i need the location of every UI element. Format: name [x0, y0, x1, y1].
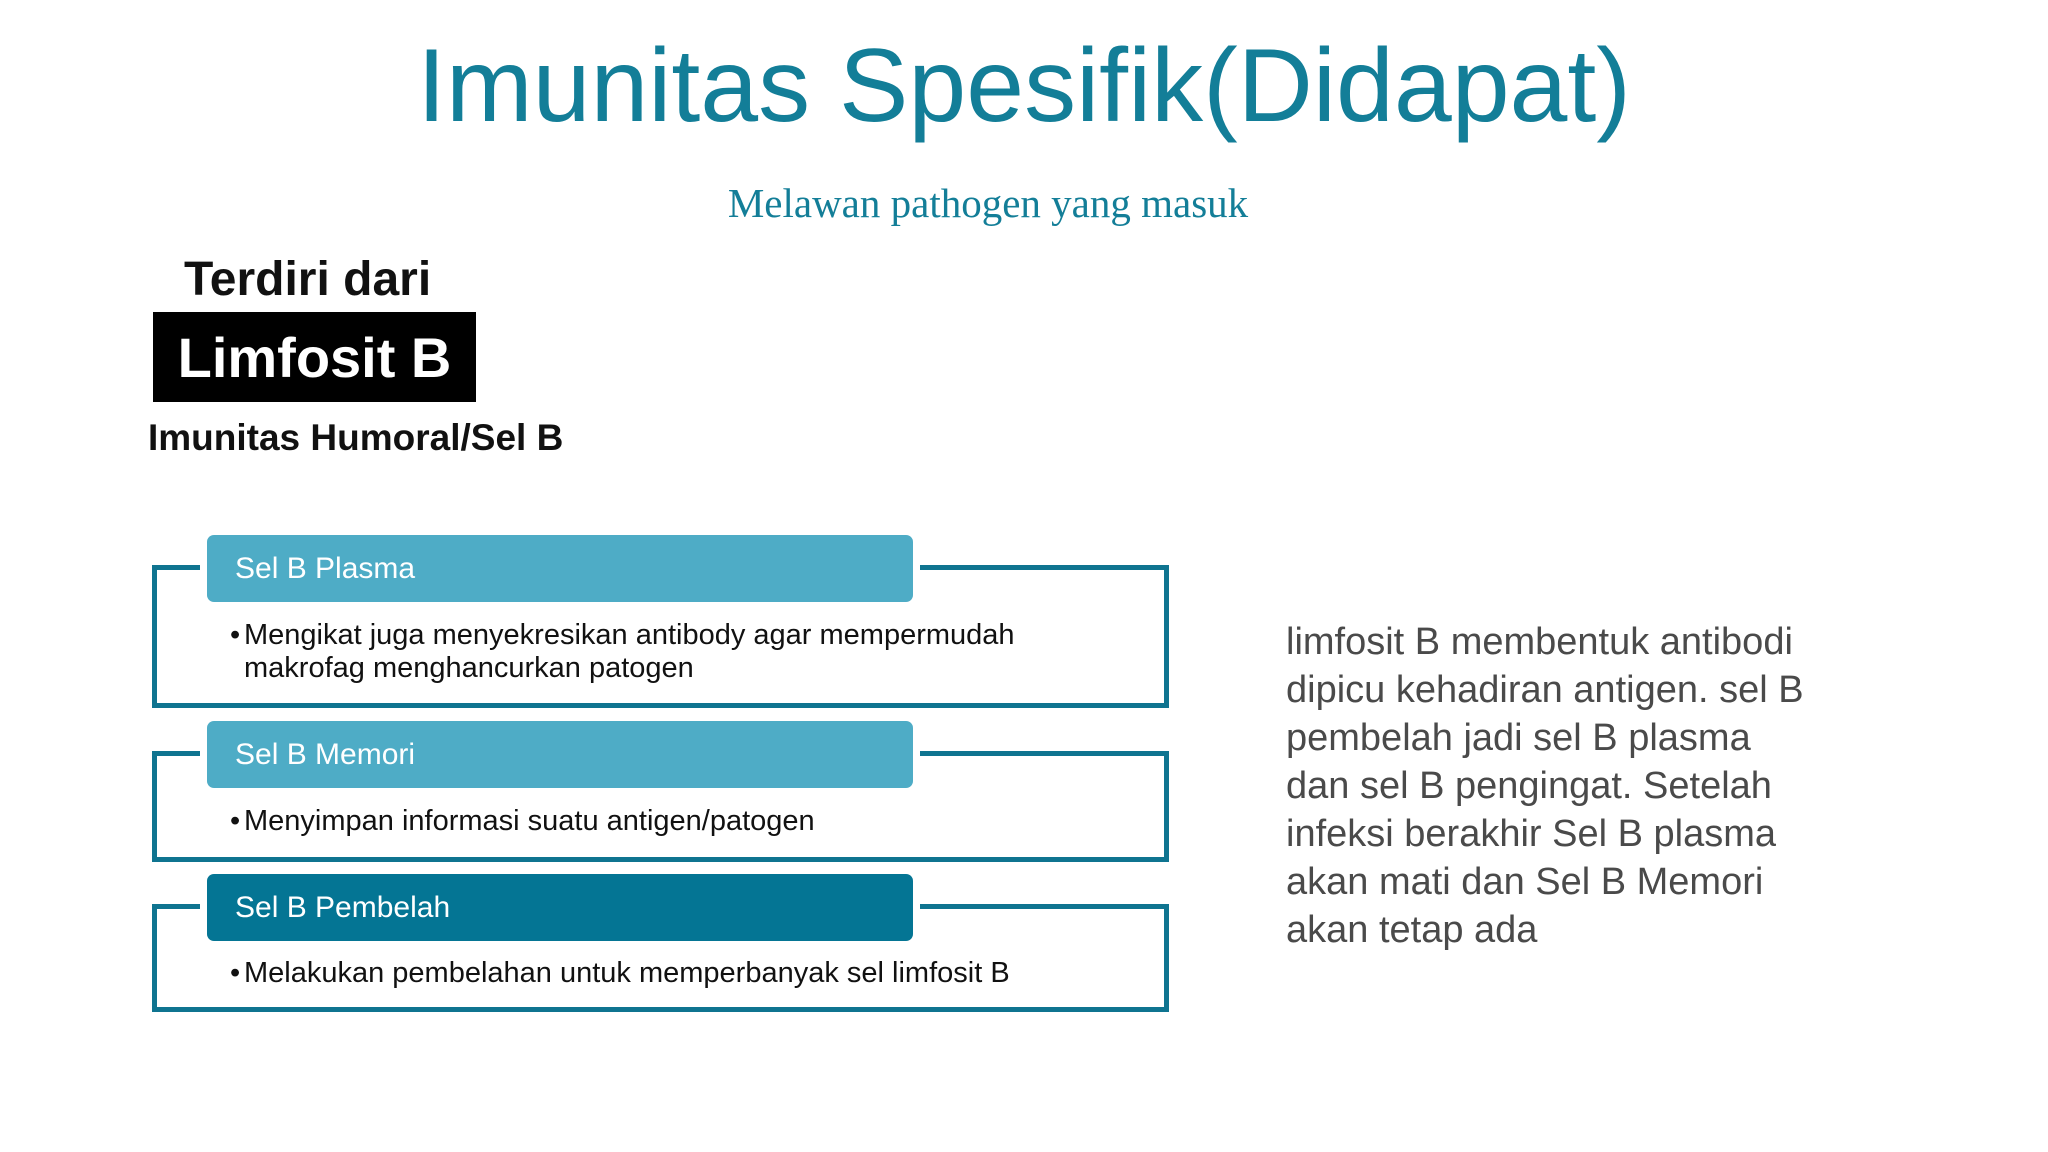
- item-description: [230, 805, 1130, 838]
- explanation-line: dan sel B pengingat. Setelah: [1286, 765, 1772, 807]
- explanation-text: [1286, 618, 1886, 954]
- item-label: Sel B Pembelah: [207, 874, 913, 941]
- section-heading: Terdiri dari: [184, 253, 432, 306]
- slide-subtitle: Melawan pathogen yang masuk: [727, 180, 1249, 226]
- item-description: [230, 619, 1130, 685]
- highlight-box: Limfosit B: [153, 312, 476, 402]
- explanation-line: pembelah jadi sel B plasma: [1286, 717, 1751, 759]
- description-line: Menyimpan informasi suatu antigen/patogen: [244, 805, 815, 837]
- explanation-line: akan tetap ada: [1286, 909, 1538, 951]
- slide-title: Imunitas Spesifik(Didapat): [417, 28, 1631, 144]
- item-label: Sel B Plasma: [207, 535, 913, 602]
- bullet-icon: •: [230, 957, 241, 989]
- explanation-line: akan mati dan Sel B Memori: [1286, 861, 1764, 903]
- description-line: Melakukan pembelahan untuk memperbanyak sel limfosit B: [244, 957, 1010, 989]
- explanation-line: infeksi berakhir Sel B plasma: [1286, 813, 1776, 855]
- item-label: Sel B Memori: [207, 721, 913, 788]
- description-line: Mengikat juga menyekresikan antibody agar mempermudah: [244, 619, 1015, 651]
- bullet-icon: •: [230, 619, 241, 651]
- description-line: makrofag menghancurkan patogen: [244, 652, 694, 684]
- section-label: Imunitas Humoral/Sel B: [148, 417, 564, 458]
- explanation-line: limfosit B membentuk antibodi: [1286, 621, 1793, 663]
- explanation-line: dipicu kehadiran antigen. sel B: [1286, 669, 1804, 711]
- item-description: [230, 957, 1130, 990]
- bullet-icon: •: [230, 805, 241, 837]
